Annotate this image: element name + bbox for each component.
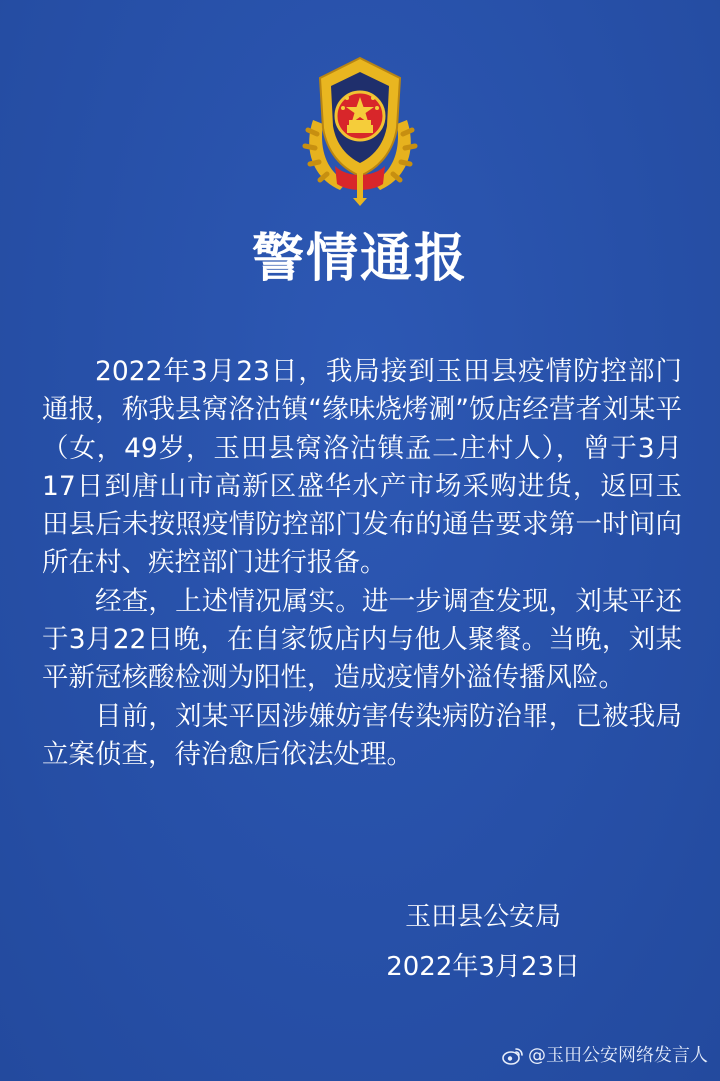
weibo-watermark [502, 1045, 708, 1067]
notice-paragraph-2: 经查，上述情况属实。进一步调查发现，刘某平还于3月22日晚，在自家饭店内与他人聚餐。当晚，刘某平新冠核酸检测为阳性，造成疫情外溢传播风险。 [42, 585, 682, 694]
notice-title: 警情通报 [251, 229, 468, 289]
signature-date: 2022年3月23日 [386, 952, 580, 982]
signature-block [386, 892, 580, 992]
weibo-icon [502, 1046, 524, 1066]
signature-org: 玉田县公安局 [405, 902, 562, 932]
police-emblem-icon [295, 50, 425, 210]
watermark-text: @玉田公安网络发言人 [528, 1045, 708, 1066]
notice-body [42, 353, 682, 774]
notice-paragraph-3: 目前，刘某平因涉嫌妨害传染病防治罪，已被我局立案侦查，待治愈后依法处理。 [42, 700, 682, 770]
notice-paragraph-1: 2022年3月23日，我局接到玉田县疫情防控部门通报，称我县窝洛沽镇“缘味烧烤涮”饭店经营者刘某平（女，49岁，玉田县窝洛沽镇孟二庄村人），曾于3月17日到唐山市高新区盛华水产市场采购进货，返回玉田县后未按照疫情防控部门发布的通告要求第一时间向所在村、疾控部门进行报备。 [42, 356, 682, 579]
